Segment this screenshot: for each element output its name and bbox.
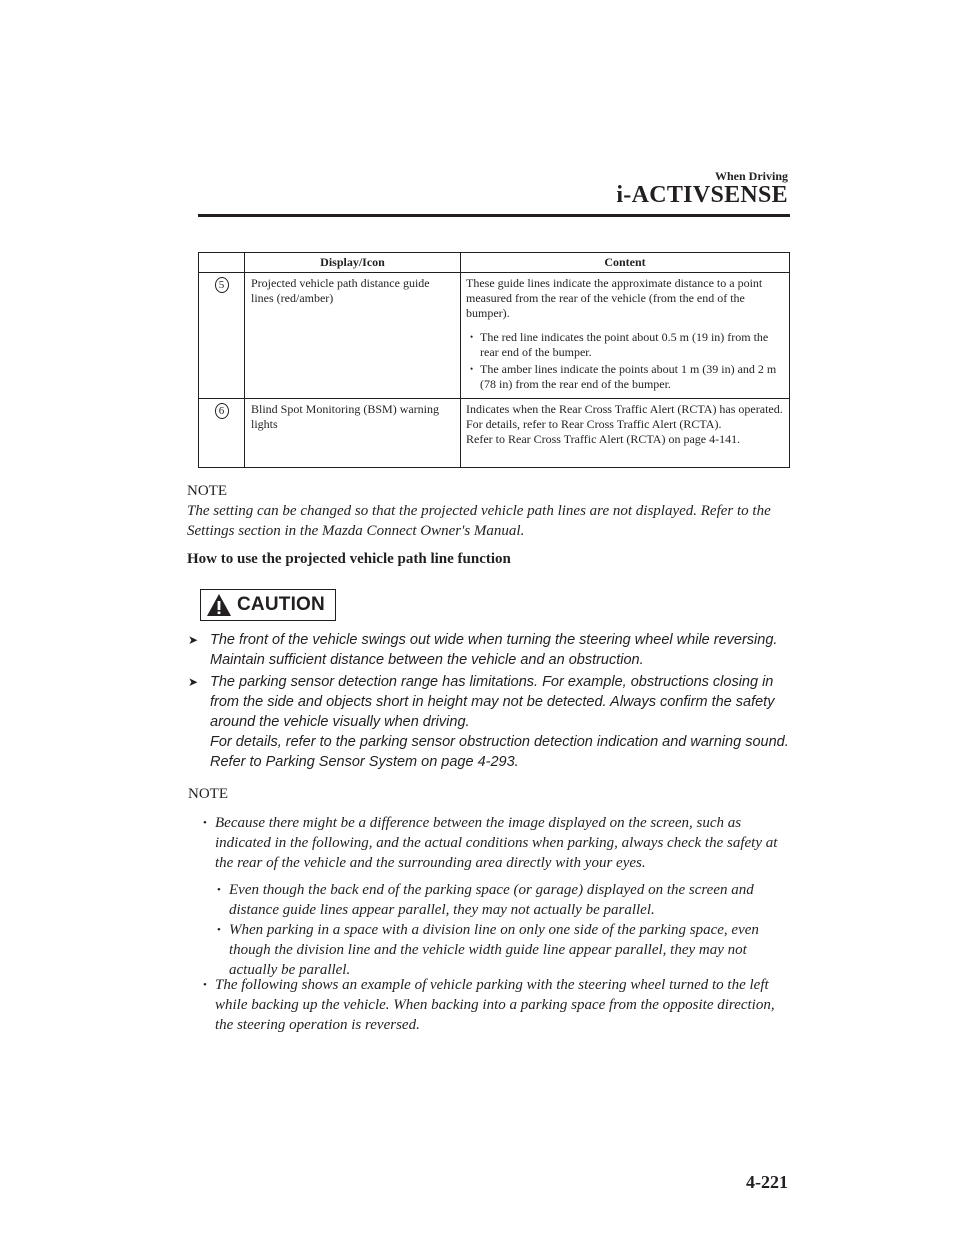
caution-text: For details, refer to the parking sensor obstruction detection indication and warning sound. Refer to Parking Sensor System on page 4-293. <box>210 734 789 770</box>
page-number: 4-221 <box>746 1172 788 1192</box>
note-label: NOTE <box>188 786 228 802</box>
caution-text: The parking sensor detection range has limitations. For example, obstructions closing in from the side and objects short in height may not be detected. Always confirm the safety around the vehicle visually when driving. <box>210 674 775 730</box>
list-item: • Even though the back end of the parking space (or garage) displayed on the screen and distance guide lines appear parallel, they may not actually be parallel. <box>217 882 754 918</box>
table-cell-content <box>461 273 790 399</box>
list-item: • The following shows an example of vehicle parking with the steering wheel turned to the left while backing up the vehicle. When backing into a parking space from the opposite direction, the steering operation is reversed. <box>203 977 775 1033</box>
table-cell-num <box>199 399 245 468</box>
table-row <box>199 273 790 399</box>
table-header-num <box>199 253 245 273</box>
content-intro: These guide lines indicate the approximate distance to a point measured from the rear of the vehicle (from the end of the bumper). <box>466 276 763 320</box>
section-title: When Driving <box>714 169 788 183</box>
list-item: • Because there might be a difference between the image displayed on the screen, such as indicated in the following, and the actual conditions when parking, always check the safety at the rear of the vehicle and the surrounding area directly with your eyes. <box>203 815 778 871</box>
table-header-row <box>199 253 790 273</box>
section-subheading: How to use the projected vehicle path line function <box>187 551 511 567</box>
bullet-icon: • <box>217 924 221 936</box>
caution-label: CAUTION <box>237 594 325 615</box>
table-row <box>199 399 790 468</box>
table-cell-display: Blind Spot Monitoring (BSM) warning lights <box>245 399 461 468</box>
circled-number-icon: 5 <box>215 277 229 293</box>
note-label: NOTE <box>187 483 227 499</box>
table-cell-num <box>199 273 245 399</box>
table-header-display: Display/Icon <box>245 253 461 273</box>
bullet-icon: • <box>203 817 207 829</box>
list-item: • The amber lines indicate the points about 1 m (39 in) and 2 m (78 in) from the rear end of the bumper. <box>466 362 787 392</box>
table-header-content: Content <box>461 253 790 273</box>
content-line: For details, refer to Rear Cross Traffic Alert (RCTA). <box>466 417 722 431</box>
list-item: • The red line indicates the point about 0.5 m (19 in) from the rear end of the bumper. <box>466 330 787 360</box>
table-cell-content <box>461 399 790 468</box>
bullet-icon: • <box>203 979 207 991</box>
arrowhead-bullet-icon: ➤ <box>188 633 199 647</box>
caution-item <box>188 630 798 670</box>
caution-text: The front of the vehicle swings out wide when turning the steering wheel while reversing. Maintain sufficient distance between the vehicle and an obstruction. <box>210 632 778 668</box>
caution-item <box>188 732 798 772</box>
header-rule <box>198 214 790 217</box>
caution-item <box>188 672 798 732</box>
bullet-icon: • <box>217 884 221 896</box>
list-item: • When parking in a space with a division line on only one side of the parking space, even though the division line and the vehicle width guide line appear parallel, they may not actually be parallel. <box>217 922 759 978</box>
table-cell-display: Projected vehicle path distance guide lines (red/amber) <box>245 273 461 399</box>
warning-triangle-icon <box>206 593 232 617</box>
note-text: The setting can be changed so that the projected vehicle path lines are not displayed. Refer to the Settings section in the Mazda Connect Owner's Manual. <box>187 503 771 539</box>
display-content-table <box>198 252 790 468</box>
chapter-title: i-ACTIVSENSE <box>616 182 788 208</box>
content-line: Refer to Rear Cross Traffic Alert (RCTA) on page 4-141. <box>466 432 741 446</box>
caution-banner <box>200 589 336 621</box>
content-line: Indicates when the Rear Cross Traffic Alert (RCTA) has operated. <box>466 402 783 416</box>
arrowhead-bullet-icon: ➤ <box>188 675 199 689</box>
circled-number-icon: 6 <box>215 403 229 419</box>
